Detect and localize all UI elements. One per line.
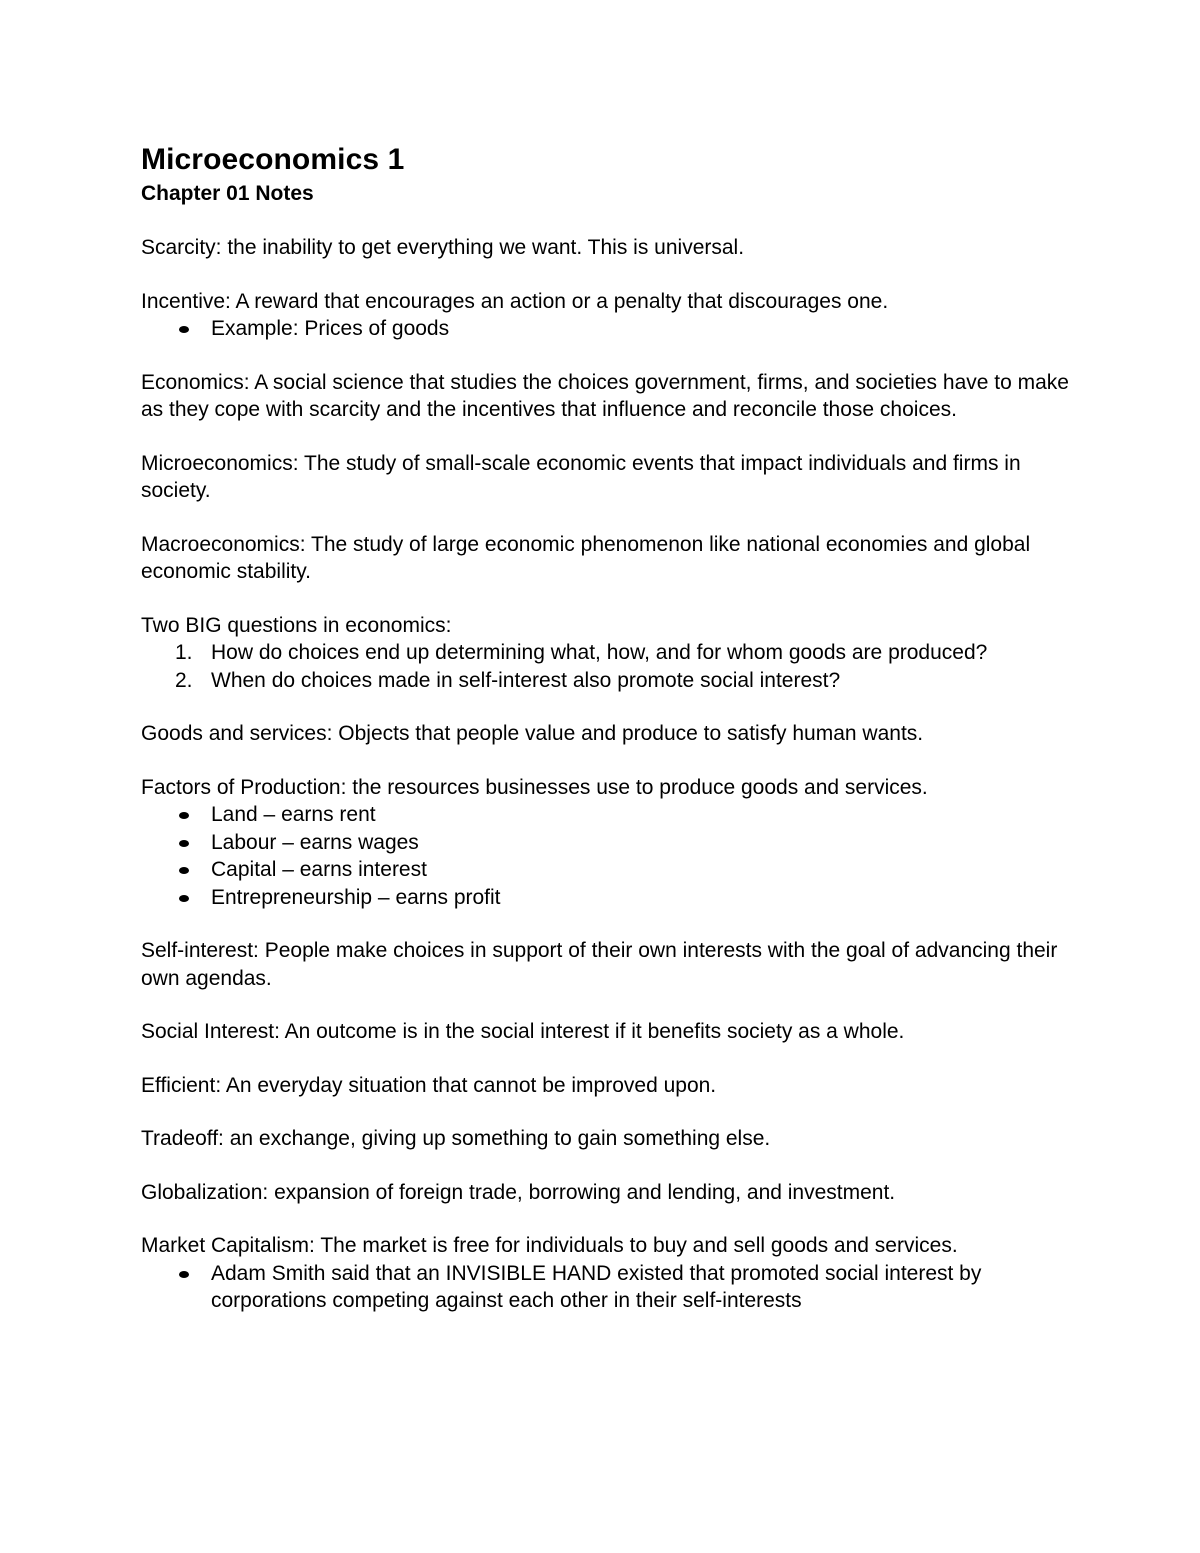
definition-efficient: Efficient: An everyday situation that cannot be improved upon. [141,1073,717,1097]
bullet-icon [179,1271,189,1278]
definition-microeconomics: Microeconomics: The study of small-scale economic events that impact individuals and firms in society. [141,451,1021,502]
list-item-text: Example: Prices of goods [211,317,450,340]
list-item-text: When do choices made in self-interest also promote social interest? [211,668,841,692]
list-item [141,1260,1071,1315]
bullet-icon [179,867,189,874]
definition-social-interest: Social Interest: An outcome is in the social interest if it benefits society as a whole. [141,1020,905,1043]
incentive-bullet-list [141,315,1071,343]
list-item-text: Land – earns rent [211,803,376,826]
definition-economics: Economics: A social science that studies the choices government, firms, and societies have to make as they cope with scarcity and the incentives that influence and reconcile those choices. [141,370,1069,421]
list-item [141,315,1071,343]
definition-market-capitalism: Market Capitalism: The market is free for individuals to buy and sell goods and services. [141,1234,958,1257]
definition-globalization: Globalization: expansion of foreign trade, borrowing and lending, and investment. [141,1180,896,1204]
document-content [141,140,1071,1341]
definition-macroeconomics: Macroeconomics: The study of large economic phenomenon like national economies and global economic stability. [141,532,1031,583]
list-item [141,667,1071,695]
factors-bullet-list [141,801,1071,911]
list-item [141,856,1071,884]
list-item-text: Entrepreneurship – earns profit [211,885,501,909]
list-item [141,829,1071,857]
bullet-icon [179,895,189,902]
definition-goods-services: Goods and services: Objects that people value and produce to satisfy human wants. [141,722,924,745]
document-title: Microeconomics 1 [141,143,405,176]
definition-scarcity: Scarcity: the inability to get everything we want. This is universal. [141,236,745,259]
definition-tradeoff: Tradeoff: an exchange, giving up something to gain something else. [141,1127,771,1150]
list-item-text: Labour – earns wages [211,830,419,854]
list-item-text: Capital – earns interest [211,858,427,881]
list-item [141,884,1071,912]
list-item-text: Adam Smith said that an INVISIBLE HAND existed that promoted social interest by corporations competing against each other in their self-interests [211,1261,982,1312]
definition-self-interest: Self-interest: People make choices in support of their own interests with the goal of advancing their own agendas. [141,939,1058,990]
questions-numbered-list [141,639,1071,694]
two-big-questions-heading: Two BIG questions in economics: [141,613,452,637]
bullet-icon [179,326,189,333]
list-item [141,639,1071,667]
list-number: 1. [175,641,193,664]
list-number: 2. [175,668,193,692]
definition-factors-of-production: Factors of Production: the resources businesses use to produce goods and services. [141,775,928,799]
document-subtitle: Chapter 01 Notes [141,182,314,205]
market-bullet-list [141,1260,1071,1315]
list-item-text: How do choices end up determining what, how, and for whom goods are produced? [211,641,988,664]
list-item [141,801,1071,829]
bullet-icon [179,840,189,847]
bullet-icon [179,812,189,819]
definition-incentive: Incentive: A reward that encourages an action or a penalty that discourages one. [141,289,889,313]
